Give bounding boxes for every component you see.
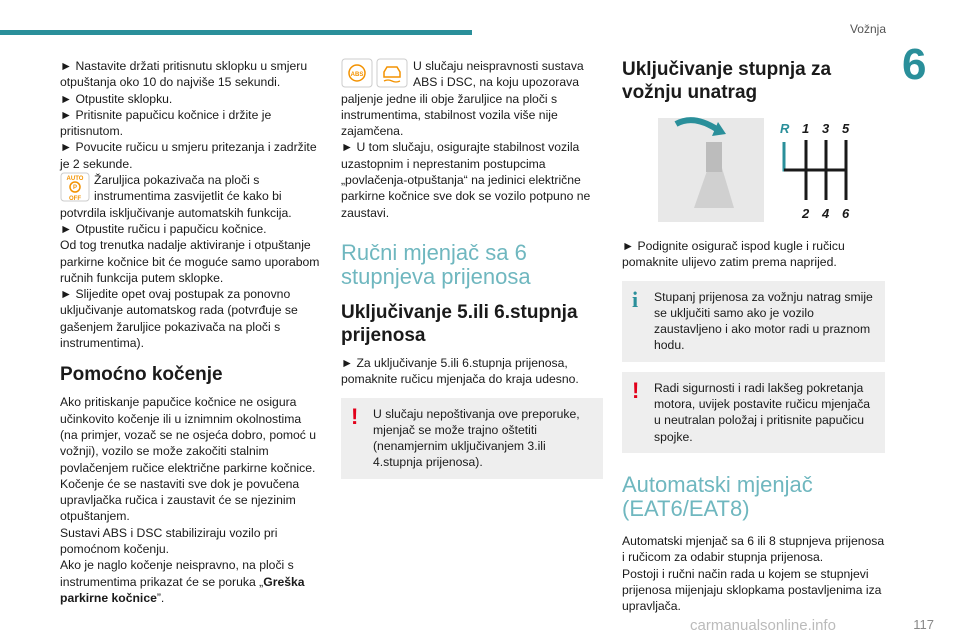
instruction: ► Povucite ručicu u smjeru pritezanja i zadržite je 2 sekunde.	[60, 139, 320, 172]
gear-label-5: 5	[842, 121, 850, 136]
paragraph: Postoji i ručni način rada u kojem se stupnjevi prijenosa mijenjaju sklopkama postavljenima iza upravljača.	[622, 566, 882, 614]
instruction: ► Podignite osigurač ispod kugle i ručicu pomaknite ulijevo zatim prema naprijed.	[622, 238, 885, 271]
instruction: ► Otpustite ručicu i papučicu kočnice.	[60, 221, 320, 237]
gear-label-4: 4	[822, 206, 830, 221]
auto-off-notice	[60, 172, 320, 221]
heading-reverse-gear: Uključivanje stupnja za vožnju unatrag	[622, 59, 832, 103]
warning-note	[341, 398, 603, 479]
page-number: 117	[913, 617, 934, 632]
paragraph: Automatski mjenjač sa 6 ili 8 stupnjeva prijenosa i ručicom za odabir stupnja prijenosa.	[622, 533, 885, 565]
abs-icon-label: ABS	[350, 72, 364, 78]
column-3	[622, 58, 885, 614]
section-title: Vožnja	[849, 22, 886, 36]
instruction: ► U tom slučaju, osigurajte stabilnost vozila uzastopnim i neprestanim postupcima „povlačenja-otpuštanja“ na jedinici električne parkirne kočnice sve dok se vozilo potpuno ne zaustavi.	[341, 139, 603, 220]
warning-text: U slučaju nepoštivanja ove preporuke, mjenjač se može trajno oštetiti (nenamjernim uključivanjem 3.ili 4.stupnja prijenosa).	[373, 406, 580, 470]
auto-off-line1: AUTO	[66, 176, 84, 183]
instruction: ► Za uključivanje 5.ili 6.stupnja prijenosa, pomaknite ručicu mjenjača do kraja udesno.	[341, 355, 603, 388]
column-2	[341, 58, 603, 489]
gear-lever-illustration	[622, 112, 885, 230]
watermark: carmanualsonline.info	[690, 617, 836, 634]
paragraph: Sustavi ABS i DSC stabiliziraju vozilo pri pomoćnom kočenju.	[60, 525, 278, 557]
paragraph-part: ”.	[156, 590, 165, 605]
gear-label-2: 2	[802, 206, 810, 221]
instruction: ► Pritisnite papučicu kočnice i držite je pritisnutom.	[60, 107, 320, 140]
info-icon: i	[632, 286, 639, 312]
gear-label-6: 6	[842, 206, 850, 221]
gear-label-3: 3	[822, 121, 830, 136]
svg-text:P: P	[72, 185, 78, 192]
heading-automatic-gearbox: Automatski mjenjač (EAT6/EAT8)	[622, 471, 813, 521]
instruction: ► Otpustite sklopku.	[60, 91, 320, 107]
paragraph: Ako pritiskanje papučice kočnice ne osigura učinkovito kočenje ili u iznimnim okolnostima (na primjer, vozač se ne osjeća dobro, pomoć u vožnji), vozilo se može zakočiti stalnim povlačenjem ručice električne parkirne kočnice.	[60, 395, 317, 475]
top-accent-bar	[0, 30, 472, 35]
info-text: Stupanj prijenosa za vožnju natrag smije se uključiti samo ako je vozilo zaustavljeno i ako motor radi u praznom hodu.	[654, 289, 873, 353]
column-1	[60, 58, 320, 606]
heading-emergency-braking: Pomoćno kočenje	[60, 364, 223, 386]
paragraph: Kočenje će se nastaviti sve dok je povučena upravljačka ručica i zaustavit će se njezinim otpuštanjem.	[60, 476, 300, 524]
auto-off-icon	[60, 172, 90, 202]
info-note	[622, 281, 885, 362]
abs-dsc-text: U slučaju neispravnosti sustava ABS i DSC, na koju upozorava paljenje jedne ili obje žaruljice na ploči s instrumentima, stabilnost vozila više nije zajamčena.	[341, 59, 584, 139]
gear-label-R: R	[780, 121, 790, 136]
abs-dsc-notice	[341, 58, 603, 139]
auto-off-line2: OFF	[69, 196, 81, 203]
warning-text: Radi sigurnosti i radi lakšeg pokretanja motora, uvijek postavite ručicu mjenjača u neutralan položaj i pritisnite papučicu spojke.	[654, 380, 871, 444]
paragraph: Od tog trenutka nadalje aktiviranje i otpuštanje parkirne kočnice bit će moguće samo uporabom ručnih funkcija putem sklopke.	[60, 238, 320, 285]
instruction: ► Nastavite držati pritisnutu sklopku u smjeru otpuštanja oko 10 do najviše 15 sekundi.	[60, 58, 320, 91]
warning-icon: !	[632, 377, 640, 403]
warning-icon: !	[351, 403, 359, 429]
paragraph-part: Ako je naglo kočenje neispravno, na ploči s instrumentima prikazat će se poruka „	[60, 558, 294, 589]
gear-label-1: 1	[802, 121, 810, 136]
indicator-text: Žaruljica pokazivača na ploči s instrumentima zasvijetlit će kako bi potvrdila isključivanje automatskih funkcija.	[60, 173, 292, 220]
error-message: Greška parkirne kočnice	[60, 574, 305, 605]
abs-dsc-icons	[341, 58, 409, 88]
paragraph	[60, 557, 320, 606]
instruction: ► Slijedite opet ovaj postupak za ponovno uključivanje automatskog rada (potvrđuje se gašenjem žaruljice pokazivača na ploči s instrumentima).	[60, 286, 320, 351]
heading-5th-6th-gear: Uključivanje 5.ili 6.stupnja prijenosa	[341, 301, 578, 346]
chapter-number: 6	[902, 40, 927, 89]
heading-manual-gearbox: Ručni mjenjač sa 6 stupnjeva prijenosa	[341, 239, 531, 289]
warning-note	[622, 372, 885, 453]
